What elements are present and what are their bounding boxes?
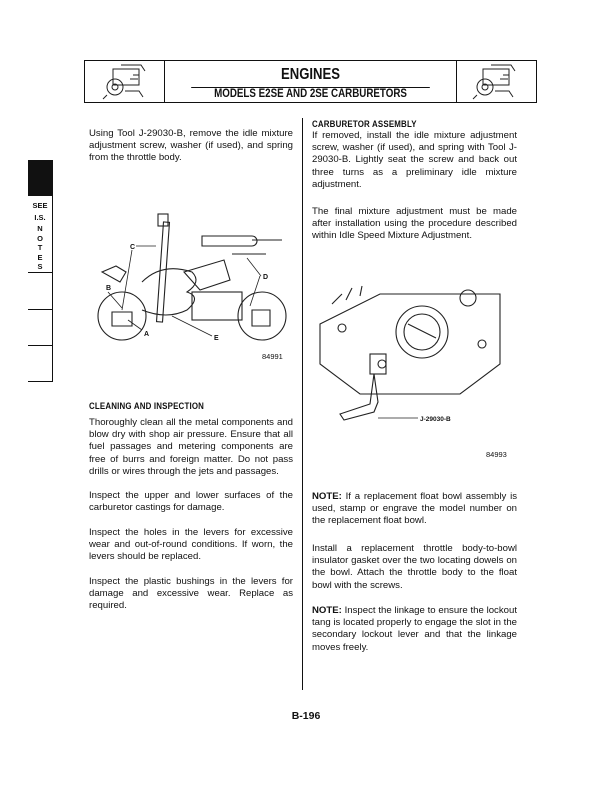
notes-letter: E <box>37 252 43 262</box>
figure1-number: 84991 <box>262 352 283 361</box>
figure1-label-e: E <box>214 335 219 342</box>
figure-screw-installation <box>312 284 522 444</box>
figure1-label-d: D <box>263 274 269 281</box>
sidebar-divider <box>28 309 52 310</box>
note-float-bowl <box>312 491 517 528</box>
sidebar-tab-black <box>28 160 52 196</box>
inspect-bushings-paragraph: Inspect the plastic bushings in the levers for damage and excessive wear. Replace as required. <box>89 576 293 612</box>
sidebar-divider <box>28 381 52 382</box>
page-subtitle: MODELS E2SE AND 2SE CARBURETORS <box>214 88 407 100</box>
inspect-levers-paragraph: Inspect the holes in the levers for excessive wear and out-of-round conditions. If worn, the levers should be replaced. <box>89 527 293 563</box>
notes-letter: O <box>37 233 43 243</box>
column-divider <box>302 118 303 690</box>
figure1-label-b: B <box>106 285 112 292</box>
sidebar-rule <box>52 160 53 382</box>
sidebar-divider <box>28 272 52 273</box>
cleaning-heading: CLEANING AND INSPECTION <box>89 401 205 411</box>
sidebar-is: I.S. <box>34 213 46 222</box>
page-header <box>84 60 537 103</box>
page-title: ENGINES <box>191 61 430 88</box>
assembly-paragraph: If removed, install the idle mixture adjustment screw, washer (if used), and spring with Tool J-29030-B. Lightly seat the screw and back out three turns as a preliminary idle mixture adjustment. <box>312 130 517 190</box>
note-label: NOTE: <box>312 605 342 616</box>
note-linkage <box>312 605 517 654</box>
sidebar-see: SEE <box>32 201 48 210</box>
figure1-label-a: A <box>144 331 150 338</box>
sidebar-notes <box>28 224 52 272</box>
inspect-castings-paragraph: Inspect the upper and lower surfaces of the carburetor castings for damage. <box>89 490 293 514</box>
engine-logo-left <box>85 61 165 102</box>
cleaning-paragraph: Thoroughly clean all the metal components and blow dry with shop air pressure. Ensure that all fuel passages and metering components are free of burrs and foreign matter. Do not pass drills or wires through the jets and passages. <box>89 417 293 477</box>
assembly-heading: CARBURETOR ASSEMBLY <box>312 119 417 129</box>
install-gasket-paragraph: Install a replacement throttle body-to-bowl insulator gasket over the two locating dowels on the bowl. Attach the throttle body to the float bowl with the screws. <box>312 543 517 591</box>
figure2-tool-label: J-29030-B <box>420 416 451 423</box>
intro-text: Using Tool J-29030-B, remove the idle mixture adjustment screw, washer (if used), and spring from the throttle body. <box>89 128 293 164</box>
notes-letter: T <box>37 243 43 252</box>
page-number: B-196 <box>291 710 321 722</box>
sidebar-divider <box>28 345 52 346</box>
figure1-label-c: C <box>130 244 136 251</box>
engine-logo-right <box>456 61 536 102</box>
note-label: NOTE: <box>312 491 342 502</box>
figure-idle-screw-removal <box>92 212 302 364</box>
figure2-number: 84993 <box>486 450 507 459</box>
notes-letter: N <box>37 224 43 233</box>
notes-letter: S <box>37 262 43 271</box>
note-text: If a replacement float bowl assembly is used, stamp or engrave the model number on the replacement float bowl. <box>312 491 517 527</box>
engine-icon <box>85 61 163 101</box>
note-text: Inspect the linkage to ensure the lockout tang is located properly to engage the slot in the secondary lockout lever and that the linkage moves freely. <box>312 605 517 653</box>
final-adjustment-paragraph: The final mixture adjustment must be made after installation using the procedure described within Idle Speed Mixture Adjustment. <box>312 206 517 242</box>
engine-icon <box>457 61 535 101</box>
